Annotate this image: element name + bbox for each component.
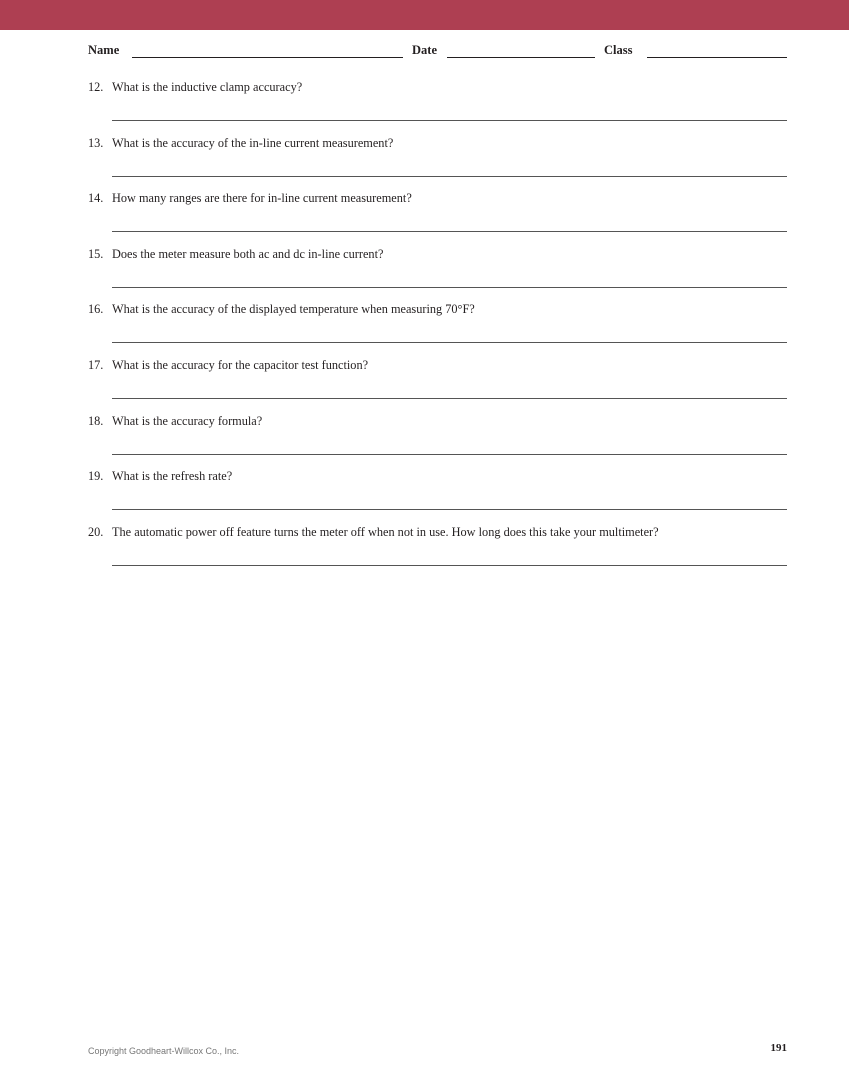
name-label: Name (88, 43, 120, 57)
question-item (88, 247, 383, 262)
answer-line[interactable] (112, 176, 787, 177)
question-text: The automatic power off feature turns the meter off when not in use. How long does this take your multimeter? (112, 524, 659, 539)
question-number: 13. (88, 135, 104, 150)
question-number: 16. (88, 302, 104, 317)
answer-line[interactable] (112, 565, 787, 566)
answer-line[interactable] (112, 287, 787, 288)
page-number: 191 (770, 1042, 787, 1054)
answer-line[interactable] (112, 231, 787, 232)
question-number: 14. (88, 191, 104, 206)
question-text: What is the accuracy of the in-line current measurement? (112, 135, 394, 150)
question-text: What is the accuracy for the capacitor test function? (112, 358, 369, 372)
question-item (88, 469, 232, 484)
question-text: What is the inductive clamp accuracy? (112, 80, 303, 94)
question-item (88, 525, 659, 540)
question-number: 15. (88, 246, 104, 261)
question-item (88, 136, 393, 151)
date-field[interactable] (447, 57, 595, 58)
question-item (88, 302, 475, 317)
question-item (88, 191, 412, 206)
question-text: How many ranges are there for in-line current measurement? (112, 191, 412, 206)
question-text: What is the refresh rate? (112, 469, 233, 484)
question-number: 17. (88, 358, 104, 372)
question-number: 20. (88, 524, 104, 539)
answer-line[interactable] (112, 509, 787, 510)
question-number: 19. (88, 469, 104, 484)
date-label: Date (412, 43, 437, 57)
question-item (88, 80, 302, 95)
question-text: Does the meter measure both ac and dc in-line current? (112, 246, 384, 261)
answer-line[interactable] (112, 120, 787, 121)
question-number: 12. (88, 80, 104, 94)
class-field[interactable] (647, 57, 787, 58)
name-field[interactable] (132, 57, 403, 58)
question-text: What is the accuracy formula? (112, 413, 263, 428)
answer-line[interactable] (112, 342, 787, 343)
header-bar (0, 0, 849, 30)
answer-line[interactable] (112, 398, 787, 399)
answer-line[interactable] (112, 454, 787, 455)
question-item (88, 358, 368, 373)
copyright: Copyright Goodheart-Willcox Co., Inc. (88, 1046, 240, 1056)
question-number: 18. (88, 413, 104, 428)
question-item (88, 414, 262, 429)
question-text: What is the accuracy of the displayed temperature when measuring 70°F? (112, 302, 475, 317)
class-label: Class (604, 43, 633, 57)
